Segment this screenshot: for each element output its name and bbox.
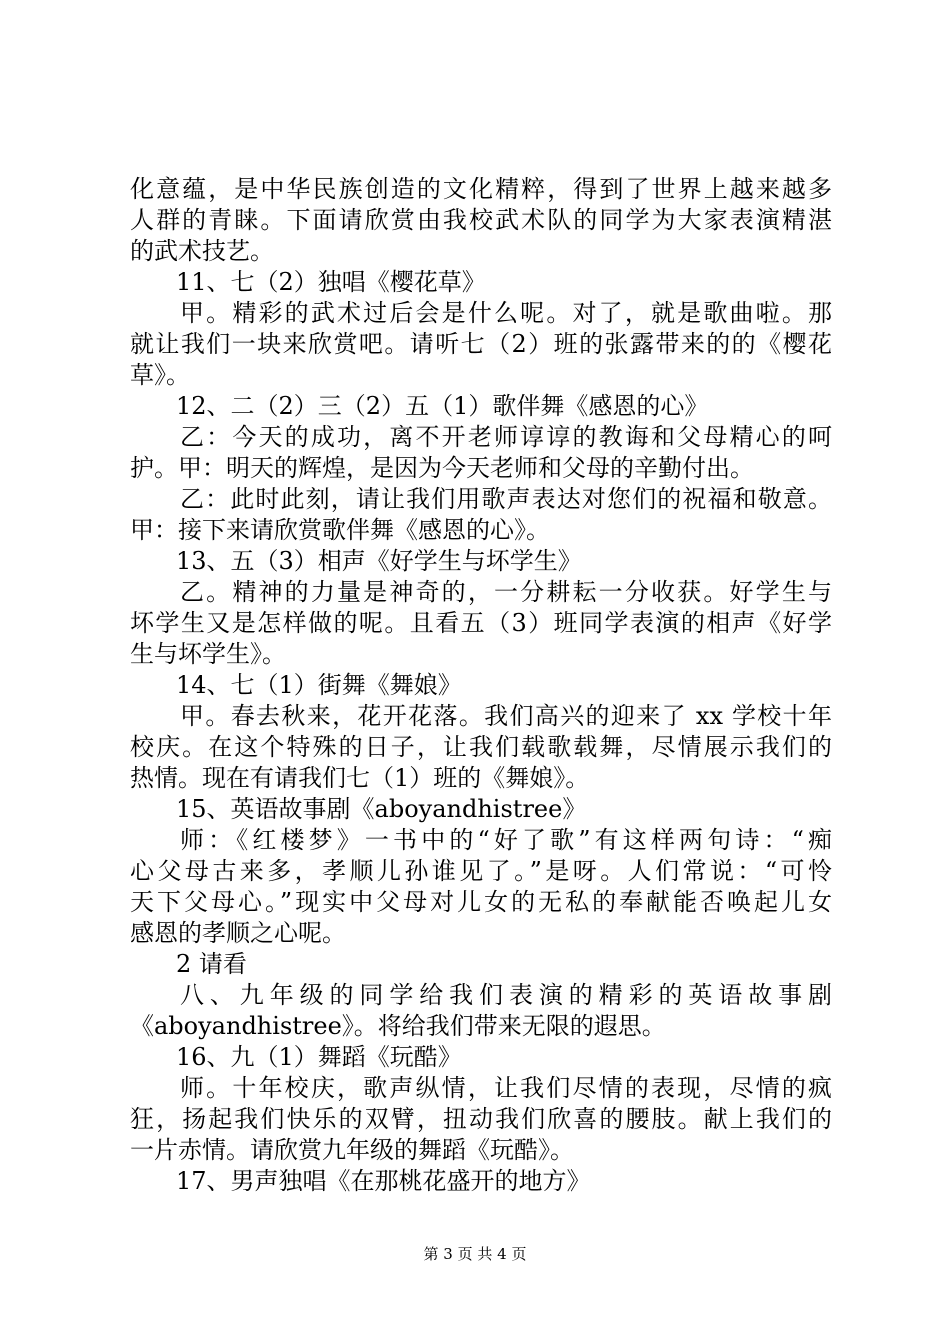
paragraph-line: 甲。精彩的武术过后会是什么呢。对了，就是歌曲啦。那: [180, 299, 832, 327]
paragraph-line: 乙。精神的力量是神奇的，一分耕耘一分收获。好学生与: [180, 578, 832, 606]
paragraph-line: 护。甲：明天的辉煌，是因为今天老师和父母的辛勤付出。: [130, 454, 754, 482]
paragraph-line: 乙：今天的成功，离不开老师谆谆的教诲和父母精心的呵: [180, 423, 832, 451]
paragraph-line: 师：《红楼梦》一书中的“好了歌”有这样两句诗：“痴: [180, 826, 832, 854]
program-item-heading: 12、二（2）三（2）五（1）歌伴舞《感恩的心》: [176, 392, 709, 420]
page-footer: 第 3 页 共 4 页: [423, 1245, 527, 1263]
paragraph-line: 狂，扬起我们快乐的双臂，扭动我们欣喜的腰肢。献上我们的: [130, 1105, 832, 1133]
paragraph-line: 热情。现在有请我们七（1）班的《舞娘》。: [130, 764, 590, 792]
paragraph-line: 的武术技艺。: [130, 237, 274, 265]
paragraph-line: 八、九年级的同学给我们表演的精彩的英语故事剧: [180, 981, 832, 1009]
program-item-heading: 15、英语故事剧《aboyandhistree》: [176, 795, 587, 823]
paragraph-line: 就让我们一块来欣赏吧。请听七（2）班的张露带来的的《樱花: [130, 330, 832, 358]
paragraph-line: 感恩的孝顺之心呢。: [130, 919, 346, 947]
program-item-heading: 14、七（1）街舞《舞娘》: [176, 671, 462, 699]
paragraph-line: 2 请看: [176, 950, 247, 978]
paragraph-line: 师。十年校庆，歌声纵情，让我们尽情的表现，尽情的疯: [180, 1074, 832, 1102]
paragraph-line: 甲：接下来请欣赏歌伴舞《感恩的心》。: [130, 516, 550, 544]
program-item-heading: 16、九（1）舞蹈《玩酷》: [176, 1043, 462, 1071]
program-item-heading: 17、男声独唱《在那桃花盛开的地方》: [176, 1167, 591, 1195]
document-body: [130, 174, 832, 1197]
paragraph-line: 心父母古来多，孝顺儿孙谁见了。”是呀。人们常说：“可怜: [130, 857, 832, 885]
paragraph-line: 甲。春去秋来，花开花落。我们高兴的迎来了 xx 学校十年: [180, 702, 832, 730]
paragraph-line: 生与坏学生》。: [130, 640, 286, 668]
program-item-heading: 13、五（3）相声《好学生与坏学生》: [176, 547, 582, 575]
paragraph-line: 校庆。在这个特殊的日子，让我们载歌载舞，尽情展示我们的: [130, 733, 832, 761]
program-item-heading: 11、七（2）独唱《樱花草》: [176, 268, 486, 296]
paragraph-line: 人群的青睐。下面请欣赏由我校武术队的同学为大家表演精湛: [130, 206, 832, 234]
paragraph-line: 坏学生又是怎样做的呢。且看五（3）班同学表演的相声《好学: [130, 609, 832, 637]
paragraph-line: 化意蕴，是中华民族创造的文化精粹，得到了世界上越来越多: [130, 175, 832, 203]
paragraph-line: 天下父母心。”现实中父母对儿女的无私的奉献能否唤起儿女: [130, 888, 832, 916]
paragraph-line: 《aboyandhistree》。将给我们带来无限的遐思。: [130, 1012, 666, 1040]
paragraph-line: 乙：此时此刻，请让我们用歌声表达对您们的祝福和敬意。: [180, 485, 832, 513]
paragraph-line: 一片赤情。请欣赏九年级的舞蹈《玩酷》。: [130, 1136, 574, 1164]
paragraph-line: 草》。: [130, 361, 190, 389]
